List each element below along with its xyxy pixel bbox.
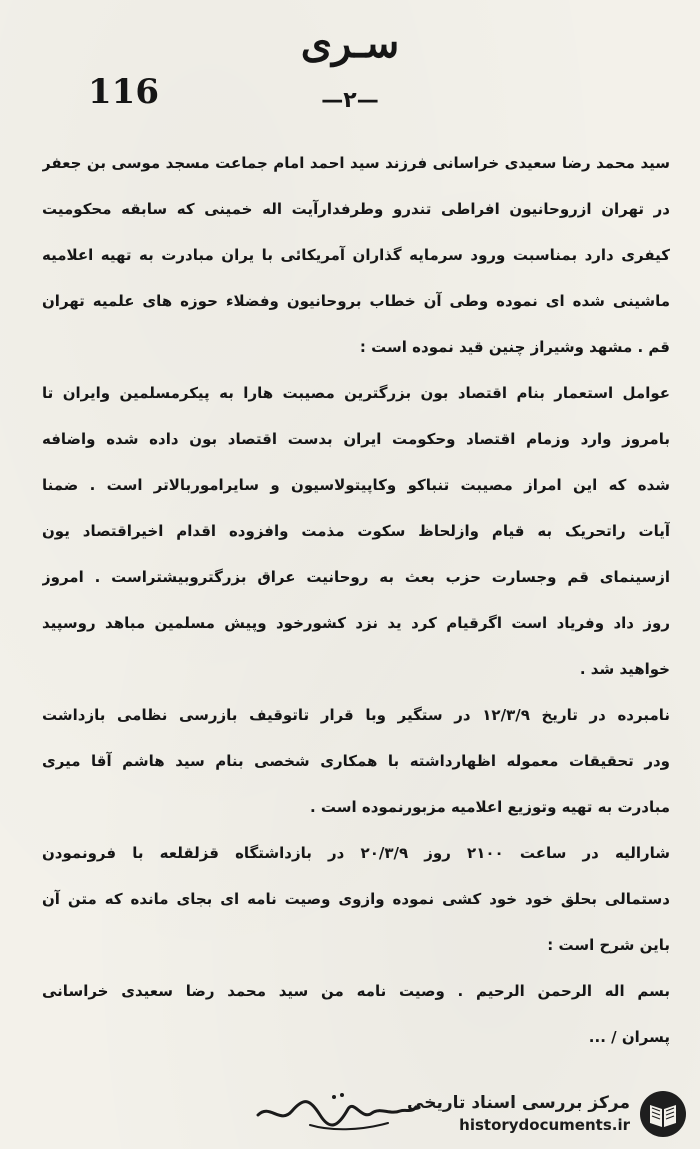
classification-heading: سـری [300,20,400,67]
body-line-19: بسم اله الرحمن الرحیم . وصیت نامه من سید محمد رضا سعیدی خراسانی [42,982,670,1000]
body-line-16: شارالیه در ساعت ۲۱۰۰ روز ۲۰/۳/۹ در بازداشتگاه قزلقلعه با فرونمودن [42,844,670,862]
body-line-10: ازسینمای قم وجسارت حزب بعث به روحانیت عراق بزرگتروبیشتراست . امروز [42,568,670,586]
body-line-18: باین شرح است : [547,936,670,954]
archive-name: مرکز بررسی اسناد تاریخی [407,1093,630,1113]
body-line-15: مبادرت به تهیه وتوزیع اعلامیه مزبورنموده است . [309,798,670,816]
body-line-20: پسران / ... [588,1028,670,1046]
body-line-11: روز داد وفریاد است اگرقیام کرد ید نزد کشورخود وپیش مسلمین مباهد روسپید [42,614,670,632]
body-line-17: دستمالی بحلق خود خود کشی نموده وازوی وصیت نامه ای بجای مانده که متن آن [42,890,670,908]
body-line-9: آیات راتحریک به قیام وازلحاظ سکوت مذمت وافزوده اقدام اخیراقتصاد یون [42,522,670,540]
body-line-1: سید محمد رضا سعیدی خراسانی فرزند سید احمد امام جماعت مسجد موسی بن جعفر [42,154,670,172]
body-line-12: خواهید شد . [579,660,670,678]
body-line-13: نامبرده در تاریخ ۱۲/۳/۹ در ستگیر وبا قرار تاتوقیف بازرسی نظامی بازداشت [42,706,670,724]
body-line-2: در تهران ازروحانیون افراطی تندرو وطرفدارآیت اله خمینی که سابقه محکومیت [42,200,670,218]
body-line-8: شده که این امراز مصیبت تنباکو وکاپیتولاسیون و سایرامورباﻻتر است . ضمنا [42,476,670,494]
archive-watermark [406,1089,688,1139]
body-line-4: ماشینی شده ای نموده وطی آن خطاب بروحانیون وفضلاء حوزه های علمیه تهران [42,292,670,310]
body-line-7: بامروز وارد وزمام اقتصاد وحکومت ایران بدست اقتصاد بون داده شده واضافه [42,430,670,448]
body-line-5: قم . مشهد وشیراز چنین قید نموده است : [359,338,670,356]
archive-url: historydocuments.ir [459,1116,630,1134]
document-number: 116 [88,72,159,112]
handwritten-signature [250,1085,420,1135]
body-line-3: کیفری دارد بمناسبت ورود سرمایه گذاران آمریکائی با یران مبادرت به تهیه اعلامیه [42,246,670,264]
body-line-6: عوامل استعمار بنام اقتصاد بون بزرگترین مصیبت هارا به پیکرمسلمین وایران تا [42,384,670,402]
document-body [42,140,670,1060]
page-number: —۲— [321,88,379,113]
book-logo-icon [638,1089,688,1139]
body-line-14: ودر تحقیقات معموله اظهارداشته با همکاری شخصی بنام سید هاشم آقا میری [42,752,670,770]
